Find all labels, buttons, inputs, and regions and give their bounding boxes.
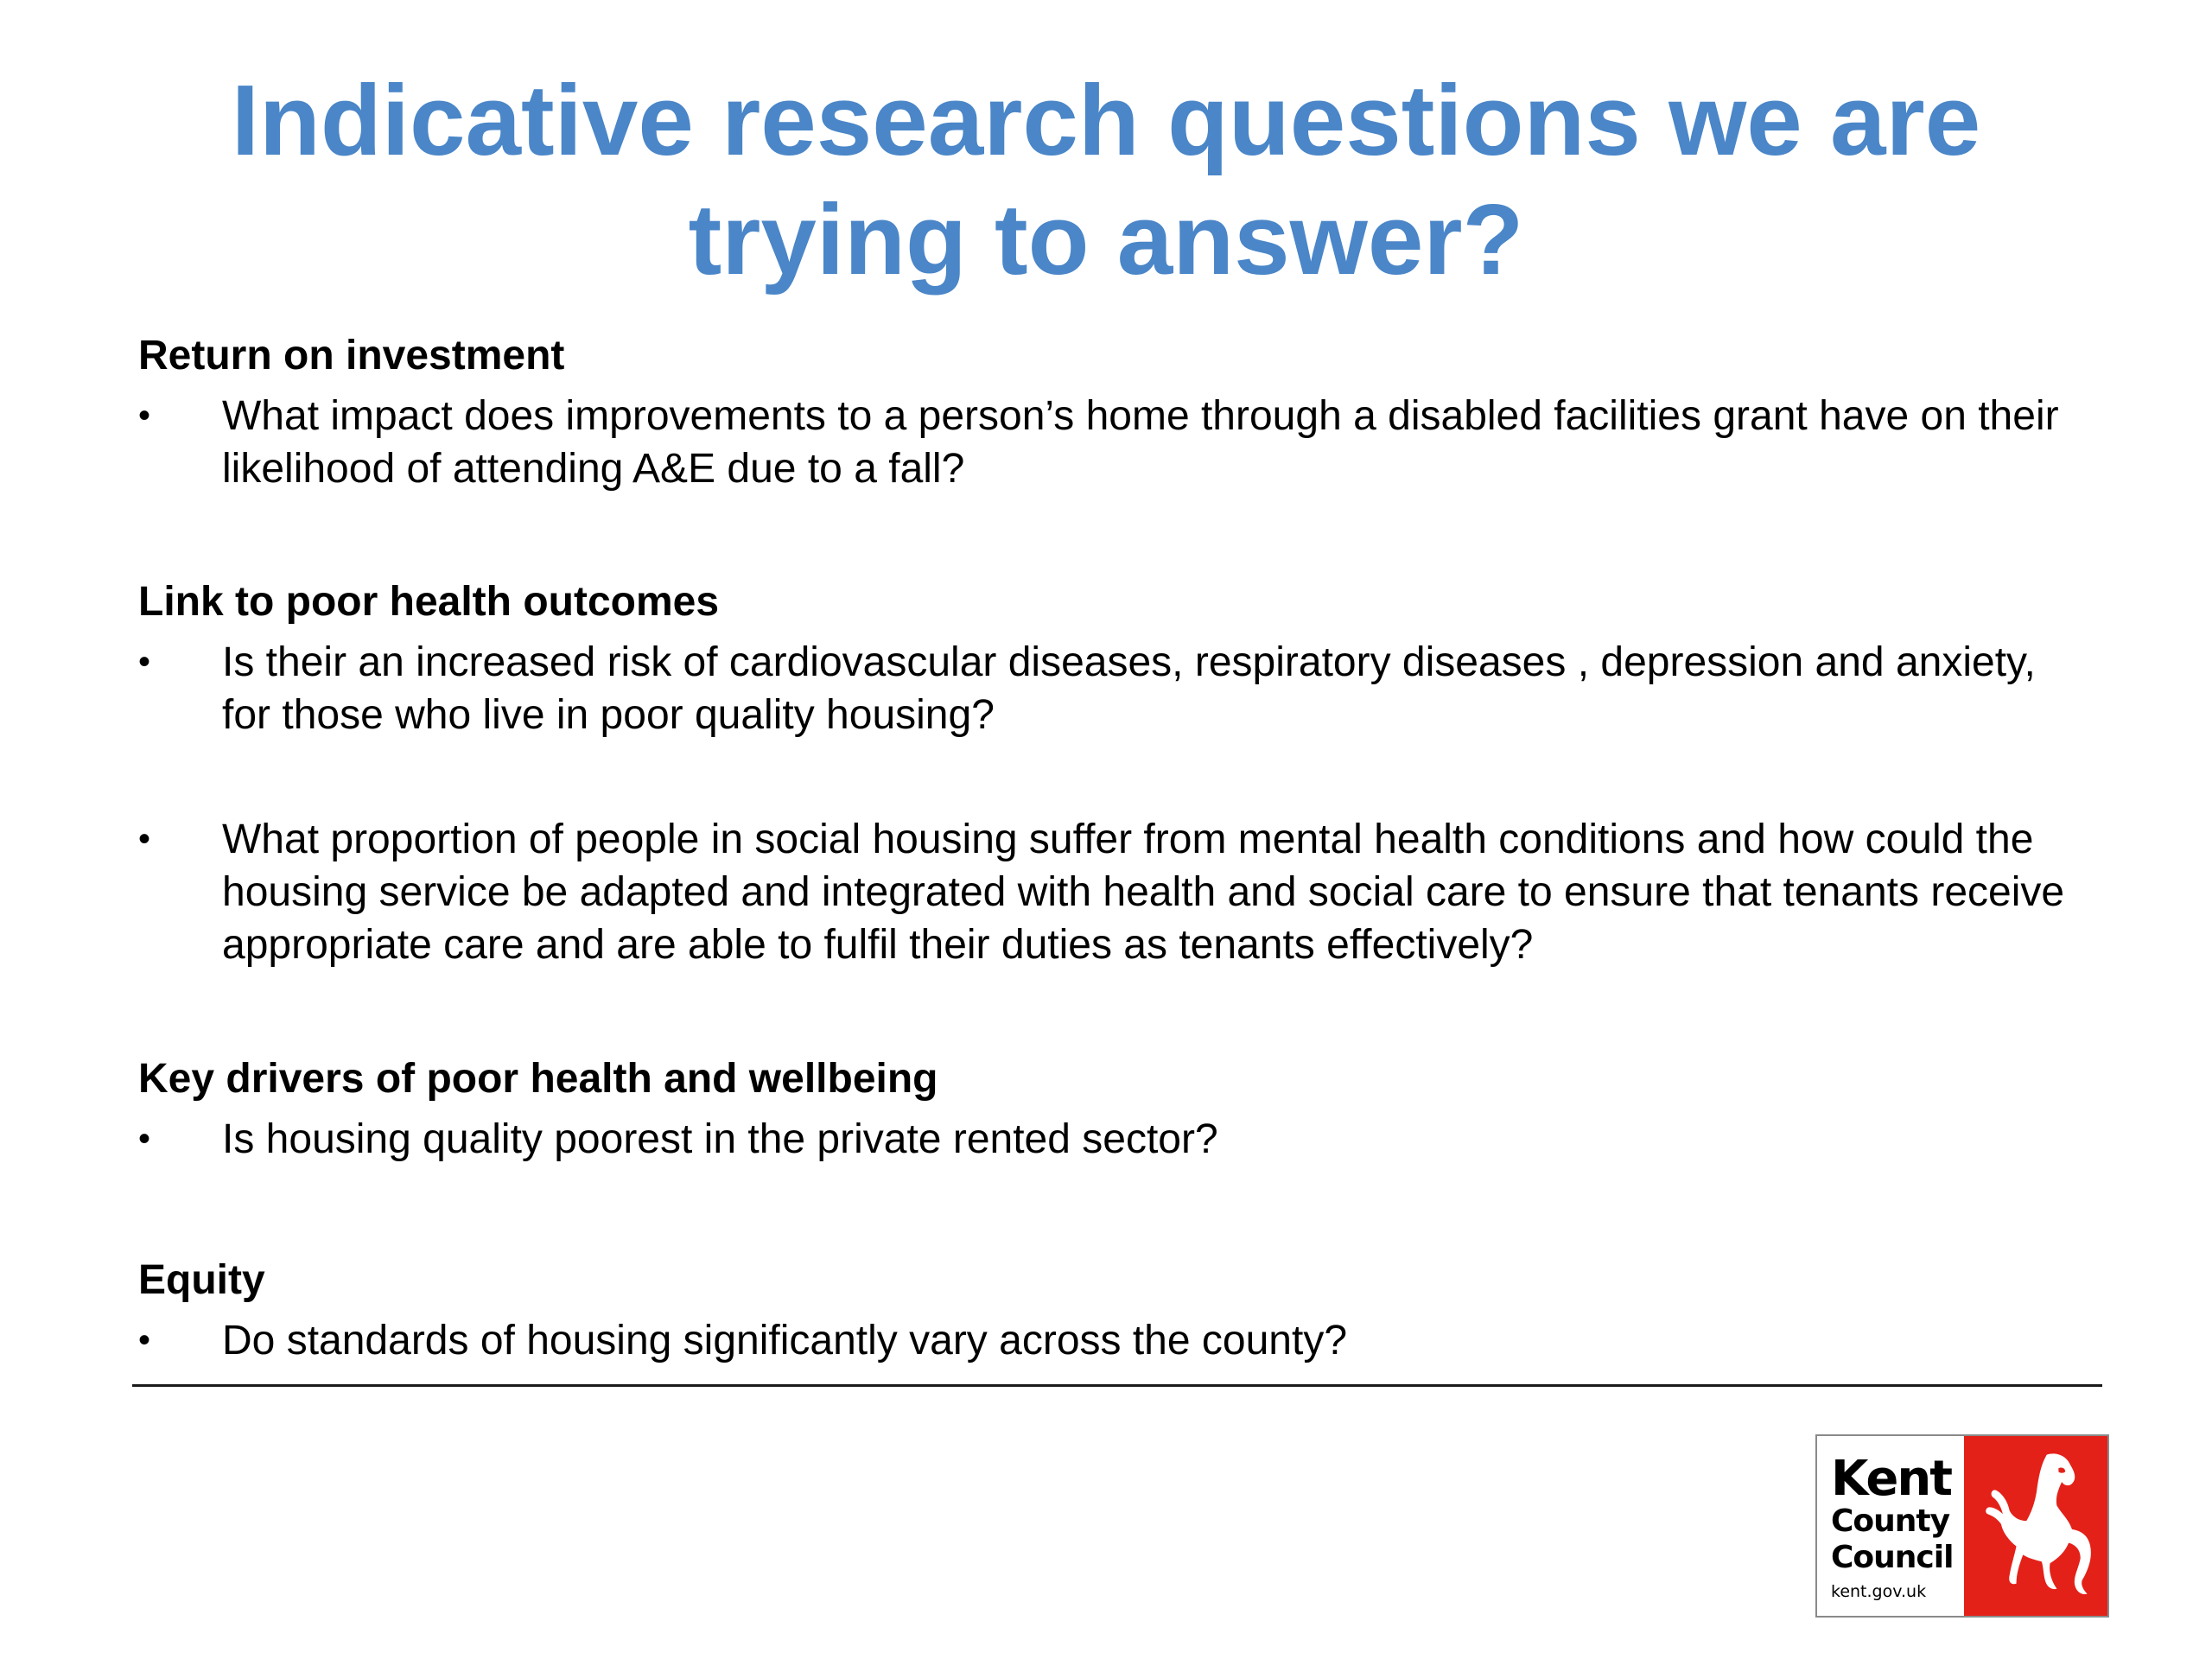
logo-wordmark — [1817, 1436, 1964, 1616]
slide-content — [138, 331, 2091, 1367]
bullet-text: What impact does improvements to a person’s home through a disabled facilities grant have on their likelihood of attending A&E due to a fall? — [222, 393, 2059, 492]
bullet-item — [138, 636, 2091, 741]
section-heading: Return on investment — [138, 333, 565, 378]
bullet-text: What proportion of people in social housing suffer from mental health conditions and how could the housing service be adapted and integrated with health and social care to ensure that tenants receive appropriate care and are able to fulfil their duties as tenants effectively? — [222, 817, 2065, 968]
section-key-drivers — [138, 1054, 2091, 1166]
bullet-item — [138, 1314, 2091, 1367]
section-heading: Link to poor health outcomes — [138, 579, 720, 625]
bullet-text: Do standards of housing significantly vary across the county? — [222, 1318, 1348, 1363]
logo-url: kent.gov.uk — [1831, 1582, 1927, 1601]
bullet-item — [138, 813, 2091, 971]
slide-title — [0, 60, 2212, 299]
slide-title-line-1: Indicative research questions we are — [231, 64, 1981, 176]
logo-line-council: Council — [1831, 1540, 1954, 1575]
section-heading: Key drivers of poor health and wellbeing — [138, 1056, 938, 1102]
logo-line-kent: Kent — [1831, 1451, 1952, 1507]
bullet-icon: • — [138, 820, 151, 858]
section-return-on-investment — [138, 331, 2091, 495]
bullet-icon: • — [138, 397, 151, 435]
bullet-text: Is housing quality poorest in the private rented sector? — [222, 1116, 1218, 1162]
kent-county-council-logo — [1815, 1434, 2109, 1618]
section-link-to-poor-health-outcomes — [138, 577, 2091, 971]
bullet-icon: • — [138, 1321, 151, 1359]
bullet-item — [138, 1113, 2091, 1166]
footer-divider — [132, 1384, 2102, 1387]
section-heading: Equity — [138, 1257, 265, 1303]
bullet-item — [138, 390, 2091, 495]
bullet-text: Is their an increased risk of cardiovascular diseases, respiratory diseases , depression and anxiety, for those who live in poor quality housing? — [222, 639, 2036, 738]
logo-emblem-panel — [1964, 1436, 2107, 1616]
white-horse-icon — [1964, 1436, 2107, 1616]
logo-line-county: County — [1831, 1503, 1950, 1539]
slide-title-line-2: trying to answer? — [688, 183, 1524, 296]
bullet-icon: • — [138, 1120, 151, 1158]
section-equity — [138, 1255, 2091, 1367]
bullet-icon: • — [138, 643, 151, 681]
